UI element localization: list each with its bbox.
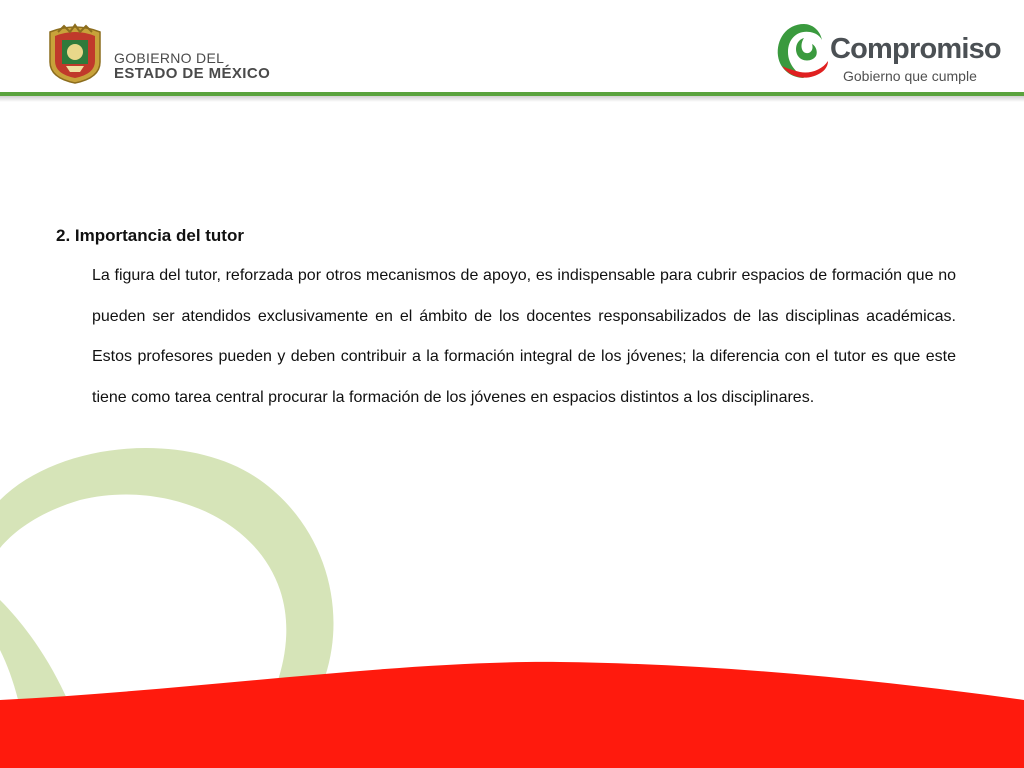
estado-de-mexico-seal-icon xyxy=(44,22,106,84)
header-shadow xyxy=(0,96,1024,102)
government-name-line1: GOBIERNO DEL xyxy=(114,50,225,66)
red-band xyxy=(0,662,1024,768)
section-heading: 2. Importancia del tutor xyxy=(56,226,244,245)
campaign-subtitle: Gobierno que cumple xyxy=(843,68,977,84)
body-paragraph: La figura del tutor, reforzada por otros mecanismos de apoyo, es indispensable para cubrir espacios de formación que no pueden ser atendidos exclusivamente en el ámbito de los docentes responsabilizados de las disciplinas académicas. Estos profesores pueden y deben contribuir a la formación integral de los jóvenes; la diferencia con el tutor es que este tiene como tarea central procurar la formación de los jóvenes en espacios distintos a los disciplinares. xyxy=(92,267,956,406)
slide-content xyxy=(56,222,956,418)
campaign-title: Compromiso xyxy=(830,33,1001,65)
slide-header xyxy=(0,0,1024,100)
compromiso-swirl-icon xyxy=(774,20,830,82)
government-name xyxy=(114,50,270,82)
government-name-line2: ESTADO DE MÉXICO xyxy=(114,65,271,82)
